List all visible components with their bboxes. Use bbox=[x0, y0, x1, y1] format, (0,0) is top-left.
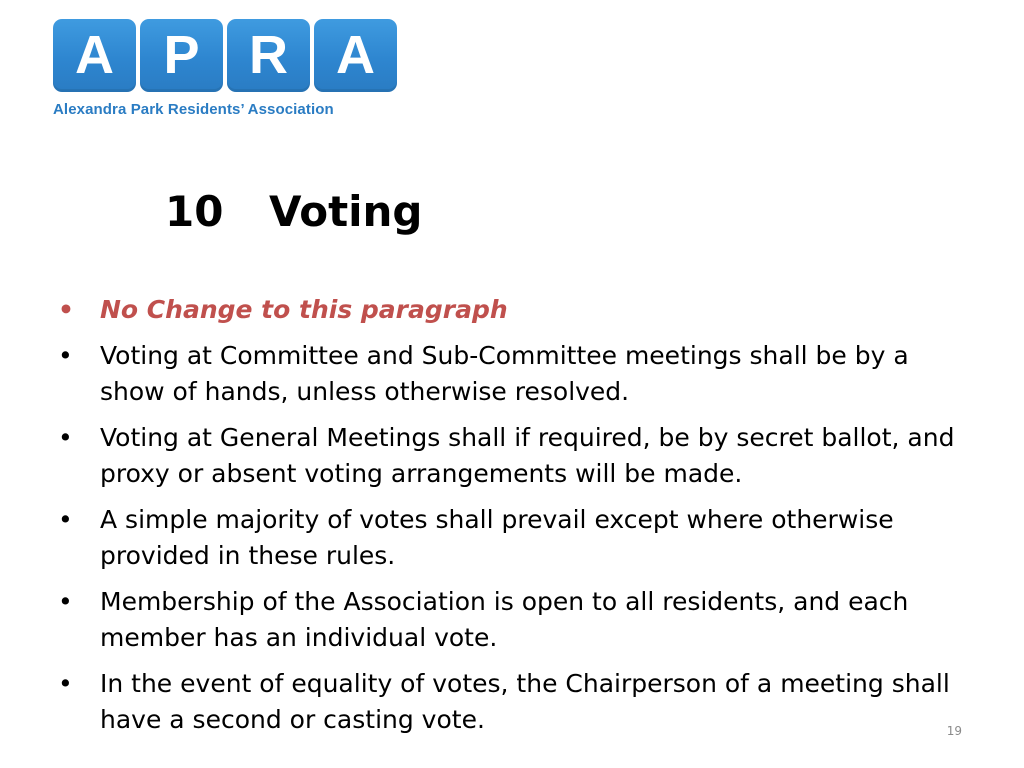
page-number: 19 bbox=[946, 724, 962, 738]
logo-letter-tiles bbox=[53, 19, 399, 92]
bullet-text: Voting at General Meetings shall if required, be by secret ballot, and proxy or absent voting arrangements will be made. bbox=[100, 423, 955, 488]
section-title: Voting bbox=[269, 187, 423, 236]
logo-tile-a: A bbox=[53, 19, 136, 92]
logo-caption: Alexandra Park Residents’ Association bbox=[53, 101, 334, 118]
bullet-text: Voting at Committee and Sub-Committee meetings shall be by a show of hands, unless otherwise resolved. bbox=[100, 341, 909, 406]
slide-title bbox=[165, 182, 423, 242]
bullet-item-general-meeting-voting bbox=[58, 420, 978, 492]
bullet-text: A simple majority of votes shall prevail except where otherwise provided in these rules. bbox=[100, 505, 894, 570]
bullet-marker: • bbox=[58, 341, 73, 370]
logo-tile-a-second: A bbox=[314, 19, 397, 92]
bullet-marker: • bbox=[58, 505, 73, 534]
bullet-item-committee-voting bbox=[58, 338, 978, 410]
bullet-item-no-change-note bbox=[58, 292, 978, 328]
logo-tile-p: P bbox=[140, 19, 223, 92]
bullet-list bbox=[58, 292, 978, 748]
bullet-item-membership bbox=[58, 584, 978, 656]
bullet-item-simple-majority bbox=[58, 502, 978, 574]
bullet-item-casting-vote bbox=[58, 666, 978, 738]
bullet-text: No Change to this paragraph bbox=[100, 295, 508, 324]
bullet-marker: • bbox=[58, 669, 73, 698]
section-number: 10 bbox=[165, 187, 224, 236]
apra-logo bbox=[53, 19, 399, 123]
bullet-marker: • bbox=[58, 423, 73, 452]
logo-tile-r: R bbox=[227, 19, 310, 92]
bullet-text: Membership of the Association is open to all residents, and each member has an individual vote. bbox=[100, 587, 909, 652]
bullet-text: In the event of equality of votes, the Chairperson of a meeting shall have a second or casting vote. bbox=[100, 669, 950, 734]
bullet-marker: • bbox=[58, 295, 74, 324]
bullet-marker: • bbox=[58, 587, 73, 616]
